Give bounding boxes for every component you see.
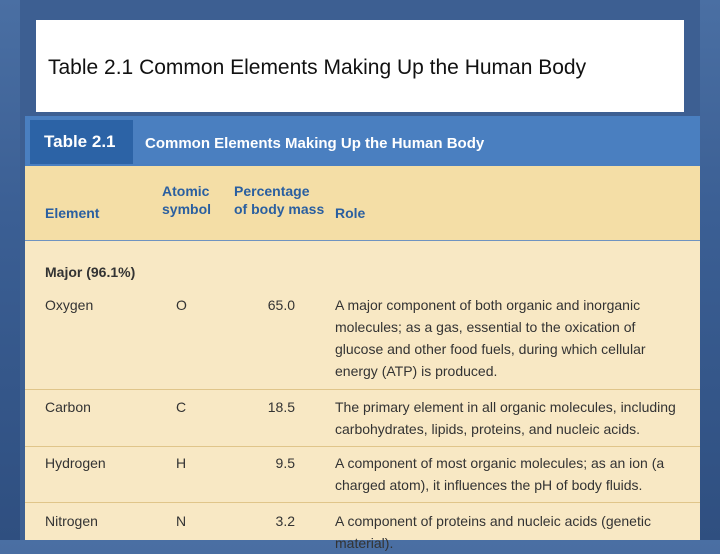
title-box — [36, 20, 684, 112]
row-divider — [25, 502, 700, 503]
cell-element: Hydrogen — [45, 455, 106, 471]
table-header-bar — [25, 116, 700, 166]
cell-percentage: 3.2 — [275, 513, 295, 529]
cell-element: Carbon — [45, 399, 91, 415]
cell-percentage: 65.0 — [267, 297, 295, 313]
column-header-symbol: Atomic symbol — [162, 183, 212, 217]
table-title: Common Elements Making Up the Human Body — [145, 135, 485, 152]
cell-symbol: O — [176, 297, 187, 313]
cell-role: A major component of both organic and inorganic molecules; as a gas, essential to the oxication of glucose and other food fuels, during which cellular energy (ATP) is produced. — [335, 297, 646, 379]
header-rule — [25, 240, 700, 241]
elements-table — [25, 116, 700, 551]
cell-symbol: N — [176, 513, 187, 529]
group-label-major: Major (96.1%) — [45, 264, 136, 280]
column-header-percentage: Percentage of body mass — [234, 183, 325, 217]
row-divider — [25, 389, 700, 390]
cell-role: The primary element in all organic molecules, including carbohydrates, lipids, proteins, and nucleic acids. — [335, 399, 676, 437]
slide-title: Table 2.1 Common Elements Making Up the Human Body — [48, 56, 587, 79]
cell-role: A component of proteins and nucleic acids (genetic material). — [335, 513, 651, 551]
column-header-element: Element — [45, 205, 100, 221]
row-divider — [25, 446, 700, 447]
cell-element: Nitrogen — [45, 513, 98, 529]
cell-element: Oxygen — [45, 297, 94, 313]
column-header-band — [25, 166, 700, 240]
cell-percentage: 18.5 — [267, 399, 295, 415]
cell-symbol: H — [176, 455, 187, 471]
cell-role: A component of most organic molecules; as an ion (a charged atom), it influences the pH of body fluids. — [335, 455, 665, 493]
cell-percentage: 9.5 — [275, 455, 295, 471]
cell-symbol: C — [176, 399, 187, 415]
table-number: Table 2.1 — [30, 120, 133, 164]
column-header-role: Role — [335, 205, 366, 221]
